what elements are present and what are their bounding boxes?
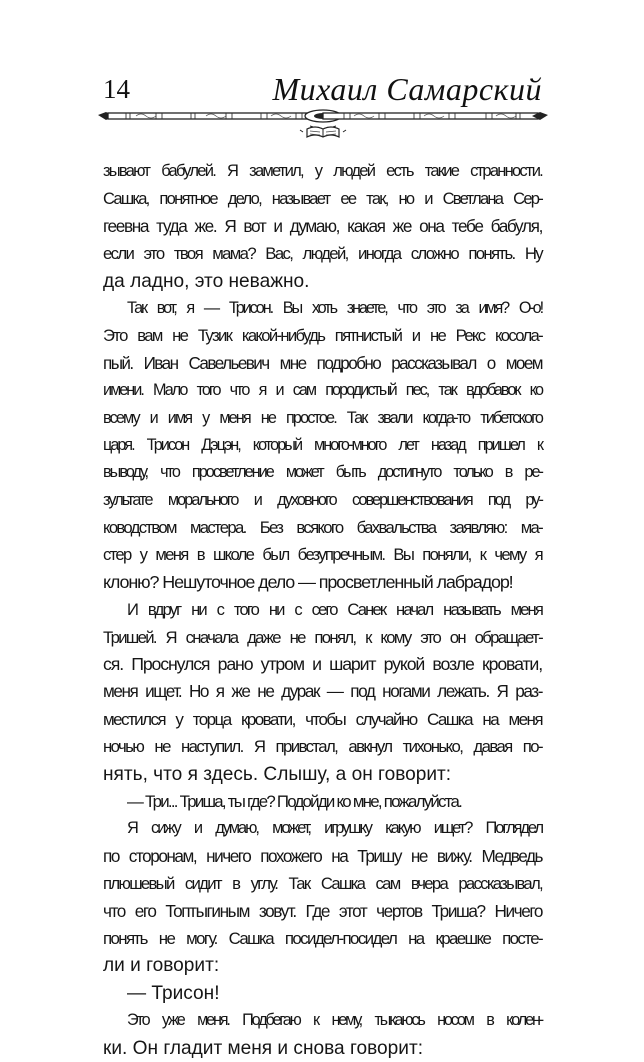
text-line: меня ищет. Но я же не дурак — под ногами лежать. Я раз- — [103, 681, 542, 702]
text-line: что его Топтыгиным зовут. Где этот чертов Триша? Ничего — [103, 900, 542, 921]
text-line: зультате морального и духовного совершенствования под ру- — [103, 490, 542, 509]
left-rod — [98, 112, 323, 120]
text-line: ководством мастера. Без всякого бахвальства заявляю: ма- — [103, 518, 542, 538]
text-line: пый. Иван Савельевич мне подробно рассказывал о моем — [103, 353, 542, 373]
text-line: ночью не наступил. Я привстал, авкнул тихонько, давая по- — [103, 737, 542, 757]
text-line: понять не могу. Сашка посидел-посидел на краешке посте- — [103, 928, 542, 948]
text-line: местился у торца кровати, чтобы случайно Сашка на меня — [103, 709, 542, 729]
text-line: плюшевый сидит в углу. Так Сашка сам вчера рассказывал, — [103, 874, 542, 894]
text-line: Сашка, понятное дело, называет ее так, но и Светлана Сер- — [103, 189, 542, 209]
body-text — [103, 158, 542, 1062]
text-line: — Три... Триша, ты где? Подойди ко мне, пожалуйста. — [127, 791, 462, 811]
text-line: Так вот, я — Трисон. Вы хоть знаете, что это за имя? О-о! — [127, 298, 542, 317]
text-line: да ладно, это неважно. — [103, 270, 310, 292]
text-line: Тришей. Я сначала даже не понял, к кому это он обращает- — [103, 627, 542, 647]
ornament-rule — [96, 104, 550, 144]
text-line: всему и имя у меня не простое. Так звали когда-то тибетского — [103, 408, 542, 427]
book-ornament-icon — [300, 126, 346, 137]
text-line: ки. Он гладит меня и снова говорит: — [103, 1037, 424, 1059]
text-line: — Трисон! — [127, 982, 220, 1004]
running-title: Михаил Самарский — [272, 71, 542, 107]
text-line: нять, что я здесь. Слышу, а он говорит: — [103, 763, 452, 785]
text-line: царя. Трисон Дэцэн, который много-много лет назад пришел к — [103, 435, 542, 454]
text-line: Это уже меня. Подбегаю к нему, тыкаюсь носом в колен- — [127, 1011, 542, 1030]
text-line: ся. Проснулся рано утром и шарит рукой возле кровати, — [103, 654, 542, 675]
text-line: имени. Мало того что я и сам породистый пес, так вдобавок ко — [103, 381, 542, 400]
text-line: по сторонам, ничего похожего на Тришу не вижу. Медведь — [103, 845, 542, 866]
text-line: геевна туда же. Я вот и думаю, какая же она тебе бабуля, — [103, 215, 542, 236]
text-line: зывают бабулей. Я заметил, у людей есть такие странности. — [103, 162, 542, 180]
text-line: И вдруг ни с того ни с сего Санек начал называть меня — [127, 600, 542, 620]
text-line: ли и говорит: — [103, 955, 220, 977]
right-rod — [323, 112, 548, 120]
page-number: 14 — [103, 74, 130, 104]
text-line: выводу, что просветление может быть достигнуто только в ре- — [103, 463, 542, 482]
text-line: стер у меня в школе был безупречным. Вы поняли, к чему я — [103, 545, 542, 565]
text-line: Я сижу и думаю, может, игрушку какую ищет? Поглядел — [127, 819, 542, 838]
text-line: клоню? Нешуточное дело — просветленный лабрадор! — [103, 571, 513, 592]
text-line: Это вам не Тузик какой-нибудь пятнистый и не Рекс косола- — [103, 326, 542, 346]
text-line: если это твоя мама? Вас, людей, иногда сложно понять. Ну — [103, 244, 542, 264]
